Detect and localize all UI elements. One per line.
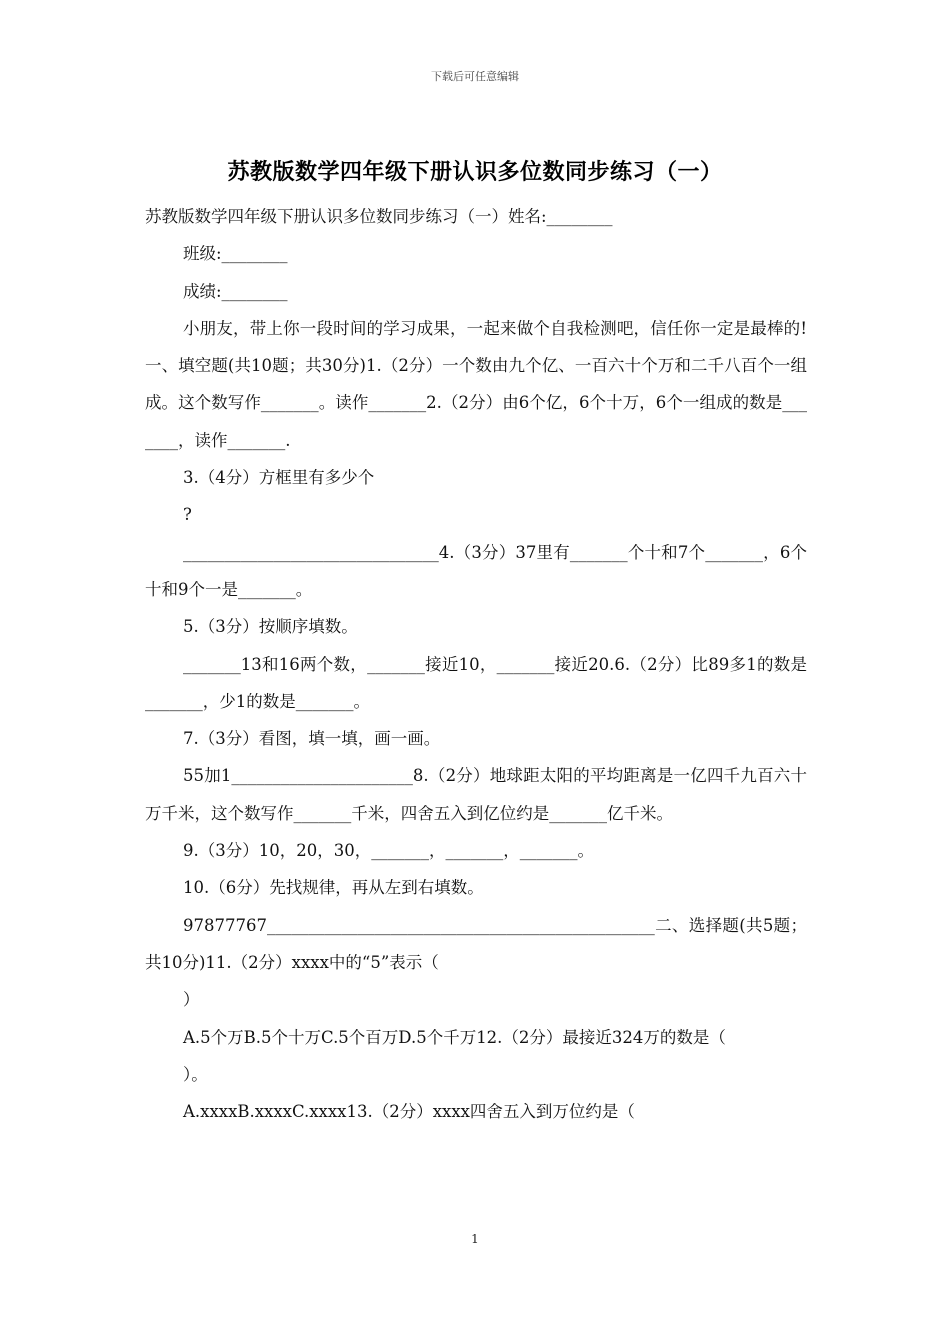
page-number: 1 [471,1232,479,1246]
question-4: _______________________________4.（3分）37里有_______个十和7个_______，6个十和9个一是_______。 [145,542,807,599]
name-line: 苏教版数学四年级下册认识多位数同步练习（一）姓名:________ [145,207,613,226]
question-10-11: 97877767_______________________________________________二、选择题(共5题；共10分)11.（2分）xxxx中的“5”表示（ [145,915,807,972]
document-title: 苏教版数学四年级下册认识多位数同步练习（一） [227,159,723,185]
question-5-6: _______13和16两个数，_______接近10，_______接近20.6.（2分）比89多1的数是_______，少1的数是_______。 [145,654,807,711]
question-5: 5.（3分）按顺序填数。 [183,617,358,637]
question-10: 10.（6分）先找规律，再从左到右填数。 [183,878,484,898]
question-11-options: A.5个万B.5个十万C.5个百万D.5个千万12.（2分）最接近324万的数是（ [183,1027,726,1047]
score-line: 成绩:________ [183,281,288,301]
question-7: 7.（3分）看图，填一填，画一画。 [183,729,441,749]
question-11-close: ） [183,990,200,1010]
header-note: 下载后可任意编辑 [431,70,519,83]
question-3-mark: ? [183,505,192,525]
intro-paragraph: 小朋友，带上你一段时间的学习成果，一起来做个自我检测吧，信任你一定是最棒的!一、填空题(共10题；共30分)1.（2分）一个数由九个亿、一百六十个万和二千八百个一组成。这个数写作_______。读作_______2.（2分）由6个亿，6个十万，6个一组成的数是_______，读作_______. [145,318,807,450]
document-body [145,198,807,1130]
question-12-options: A.xxxxB.xxxxC.xxxx13.（2分）xxxx四舍五入到万位约是（ [183,1102,635,1122]
class-line: 班级:________ [183,244,288,264]
question-3: 3.（4分）方框里有多少个 [183,468,375,488]
question-8: 55加1______________________8.（2分）地球距太阳的平均距离是一亿四千九百六十万千米，这个数写作_______千米，四舍五入到亿位约是_______亿千米。 [145,766,807,823]
question-9: 9.（3分）10，20，30，_______，_______，_______。 [183,841,594,861]
question-12-close: ）。 [183,1064,208,1084]
